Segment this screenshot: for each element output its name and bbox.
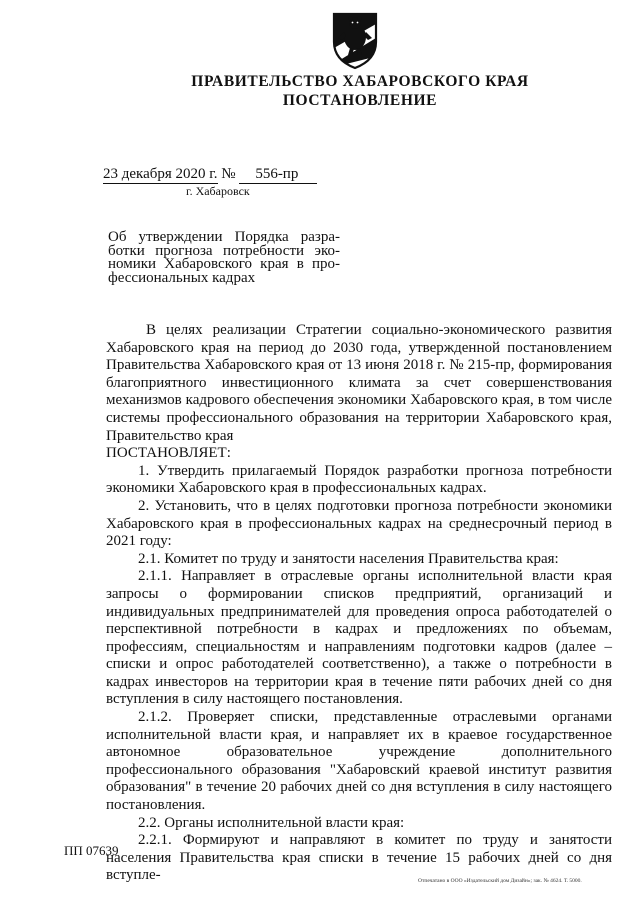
subject-line: Об утверждении Порядка разра- — [108, 229, 340, 245]
khabarovsk-coat-of-arms-icon — [330, 8, 380, 70]
document-type: ПОСТАНОВЛЕНИЕ — [282, 92, 438, 109]
document-number: 556-пр — [239, 166, 317, 184]
printed-note: Отпечатано в ООО «Издательский дом Дизайн»; зак. № 4624. Т. 5000. — [418, 878, 582, 884]
clause-2-2-1: 2.2.1. Формируют и направляют в комитет по труду и занятости населения Правительства края списки в течение 15 рабочих дней со дня вступле- — [106, 832, 612, 884]
document-subject — [108, 231, 340, 285]
clause-1: 1. Утвердить прилагаемый Порядок разработки прогноза потребности экономики Хабаровского края в профессиональных кадрах. — [106, 462, 612, 497]
government-title: ПРАВИТЕЛЬСТВО ХАБАРОВСКОГО КРАЯ — [191, 73, 529, 90]
number-sign: № — [221, 166, 236, 182]
date-number-line — [103, 166, 317, 184]
clause-2-1: 2.1. Комитет по труду и занятости населения Правительства края: — [138, 550, 559, 567]
decree-word: ПОСТАНОВЛЯЕТ: — [106, 445, 231, 462]
subject-line: ботки прогноза потребности эко- — [108, 242, 340, 259]
subject-line: номики Хабаровского края в про- — [108, 256, 340, 272]
footer-code: ПП 07639 — [64, 843, 119, 858]
clause-2: 2. Установить, что в целях подготовки прогноза потребности экономики Хабаровского края в профессиональных кадрах на среднесрочный период в 2021 году: — [106, 497, 612, 550]
clause-2-2: 2.2. Органы исполнительной власти края: — [138, 814, 405, 831]
document-date: 23 декабря 2020 г. — [103, 166, 218, 182]
clause-2-1-2: 2.1.2. Проверяет списки, представленные отраслевыми органами исполнительной власти края, и направляет их в краевое государственное автономное образовательное учреждение дополнительного профессионального образования "Хабаровский краевой институт развития образования" в течение 20 рабочих дней со дня вступления в силу настоящего постановления. — [106, 709, 612, 814]
document-body — [106, 322, 612, 885]
document-city: г. Хабаровск — [186, 184, 250, 198]
subject-line: фессиональных кадрах — [108, 269, 256, 286]
clause-2-1-1: 2.1.1. Направляет в отраслевые органы исполнительной власти края запросы о формировании списков предприятий, организаций и индивидуальных предпринимателей для проведения опроса работодателей о перспективной потребности в кадрах и предложениях по объемам, профессиям, специальностям и направлениям подготовки кадров (далее – списки и опрос работодателей соответственно), а также о потребности в кадрах инвесторов на территории края в течение пяти рабочих дней со дня вступления в силу настоящего постановления. — [106, 568, 612, 708]
preamble-paragraph: В целях реализации Стратегии социально-экономического развития Хабаровского края на период до 2030 года, утвержденной постановлением Правительства Хабаровского края от 13 июня 2018 г. № 215-пр, формирования благоприятного инвестиционного климата за счет совершенствования механизмов кадрового обеспечения экономики Хабаровского края, в том числе системы профессионального образования на территории Хабаровского края, Правительство края — [106, 322, 612, 444]
